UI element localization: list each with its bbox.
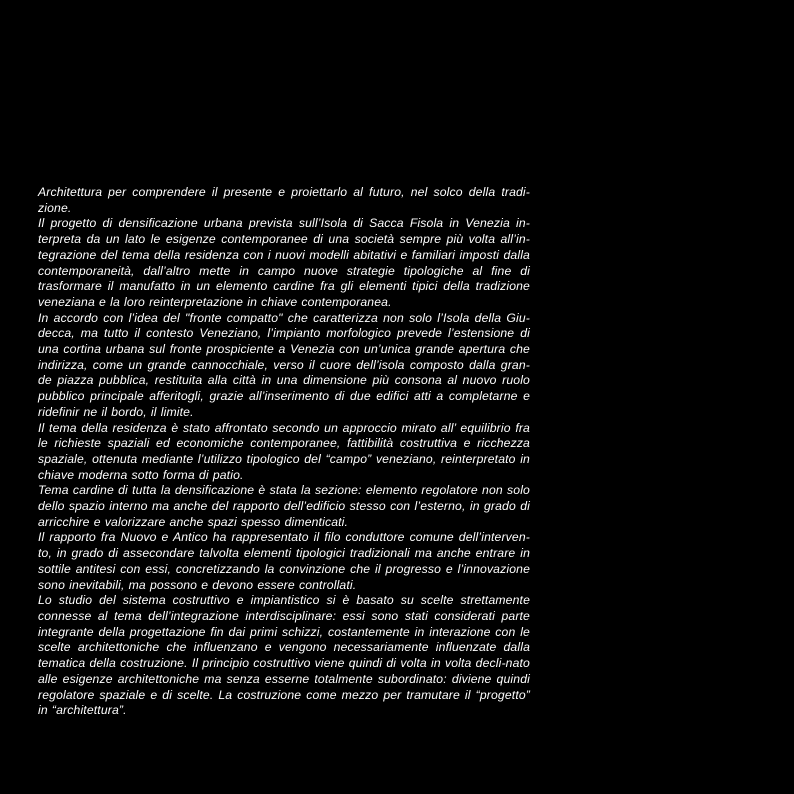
paragraph-7: Lo studio del sistema costruttivo e impiantistico si è basato su scelte strettamente connesse al tema dell’integrazione interdisciplinare: essi sono stati considerati parte integrante della progettazione fin dai primi schizzi, costantemente in interazione con le scelte architettoniche che influenzano e vengono necessariamente influenzate dalla tematica della costruzione. Il principio costruttivo viene quindi di volta in volta decli-nato alle esigenze architettoniche ma senza esserne totalmente subordinato: diviene quindi regolatore spaziale e di scelte. La costruzione come mezzo per tramutare il “progetto” in “architettura”. xyxy=(38,593,530,718)
paragraph-5: Tema cardine di tutta la densificazione è stata la sezione: elemento regolatore non solo dello spazio interno ma anche del rapporto dell’edificio stesso con l’esterno, in grado di arricchire e valorizzare anche spazi spesso dimenticati. xyxy=(38,483,530,529)
paragraph-1: Architettura per comprendere il presente e proiettarlo al futuro, nel solco della tradi-zione. xyxy=(38,185,530,215)
paragraph-4: Il tema della residenza è stato affrontato secondo un approccio mirato all’ equilibrio fra le richieste spaziali ed economiche contemporanee, fattibilità costruttiva e ricchezza spaziale, ottenuta mediante l’utilizzo tipologico del “campo” veneziano, reinterpretato in chiave moderna sotto forma di patio. xyxy=(38,420,530,482)
paragraph-6: Il rapporto fra Nuovo e Antico ha rappresentato il filo conduttore comune dell’interven-to, in grado di assecondare talvolta elementi tipologici tradizionali ma anche entrare in sottile antitesi con essi, concretizzando la convinzione che il progresso e l’innovazione sono inevitabili, ma possono e devono essere controllati. xyxy=(38,530,530,592)
paragraph-3: In accordo con l’idea del "fronte compatto" che caratterizza non solo l’Isola della Giu-decca, ma tutto il contesto Veneziano, l’impianto morfologico prevede l’estensione di una cortina urbana sul fronte prospiciente a Venezia con un’unica grande apertura che indirizza, come un grande cannocchiale, verso il cuore dell’isola composto dalla gran-de piazza pubblica, restituita alla città in una dimensione più consona al nuovo ruolo pubblico principale afferitogli, grazie all’inserimento di due edifici atti a completarne e ridefinir ne il bordo, il limite. xyxy=(38,310,530,419)
paragraph-2: Il progetto di densificazione urbana prevista sull’Isola di Sacca Fisola in Venezia in-terpreta da un lato le esigenze contemporanee di una società sempre più volta all’in-tegrazione del tema della residenza con i nuovi modelli abitativi e familiari imposti dalla contemporaneità, dall’altro mette in campo nuove strategie tipologiche al fine di trasformare il manufatto in un elemento cardine fra gli elementi tipici della tradizione veneziana e la loro reinterpretazione in chiave contemporanea. xyxy=(38,216,530,309)
body-text xyxy=(38,185,530,719)
